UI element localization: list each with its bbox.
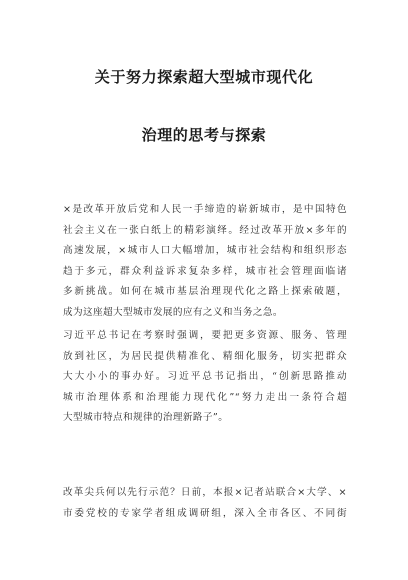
paragraph-line: 城市治理体系和治理能力现代化”“努力走出一条符合超	[63, 391, 347, 403]
document-title-line-2: 治理的思考与探索	[141, 126, 267, 144]
paragraph-line: 大大小小的事办好。习近平总书记指出，“创新思路推动	[63, 371, 347, 383]
paragraph-research	[63, 483, 347, 524]
paragraph-line: 高速发展，×城市人口大幅增加，城市社会结构和组织形态	[63, 245, 347, 257]
paragraph-intro	[63, 200, 347, 324]
paragraph-line: 市委党校的专家学者组成调研组，深入全市各区、不同街	[63, 507, 347, 519]
paragraph-line: 成为这座超大型城市发展的应有之义和当务之急。	[63, 306, 283, 318]
paragraph-line: 多新挑战。如何在城市基层治理现代化之路上探索破题，	[63, 286, 347, 298]
paragraph-quote	[63, 326, 347, 429]
document-title-line-1: 关于努力探索超大型城市现代化	[94, 68, 314, 86]
paragraph-line: 习近平总书记在考察时强调，要把更多资源、服务、管理	[63, 330, 347, 341]
paragraph-line: 大型城市特点和规律的治理新路子”。	[63, 412, 229, 424]
paragraph-line: ×是改革开放后党和人民一手缔造的崭新城市，是中国特色	[63, 204, 347, 215]
paragraph-line: 放到社区，为居民提供精准化、精细化服务，切实把群众	[63, 350, 347, 362]
paragraph-line: 趋于多元，群众利益诉求复杂多样，城市社会管理面临诸	[63, 265, 347, 277]
paragraph-line: 改革尖兵何以先行示范？日前，本报×记者站联合×大学、×	[63, 487, 347, 498]
paragraph-line: 社会主义在一张白纸上的精彩演绎。经过改革开放×多年的	[63, 224, 347, 236]
